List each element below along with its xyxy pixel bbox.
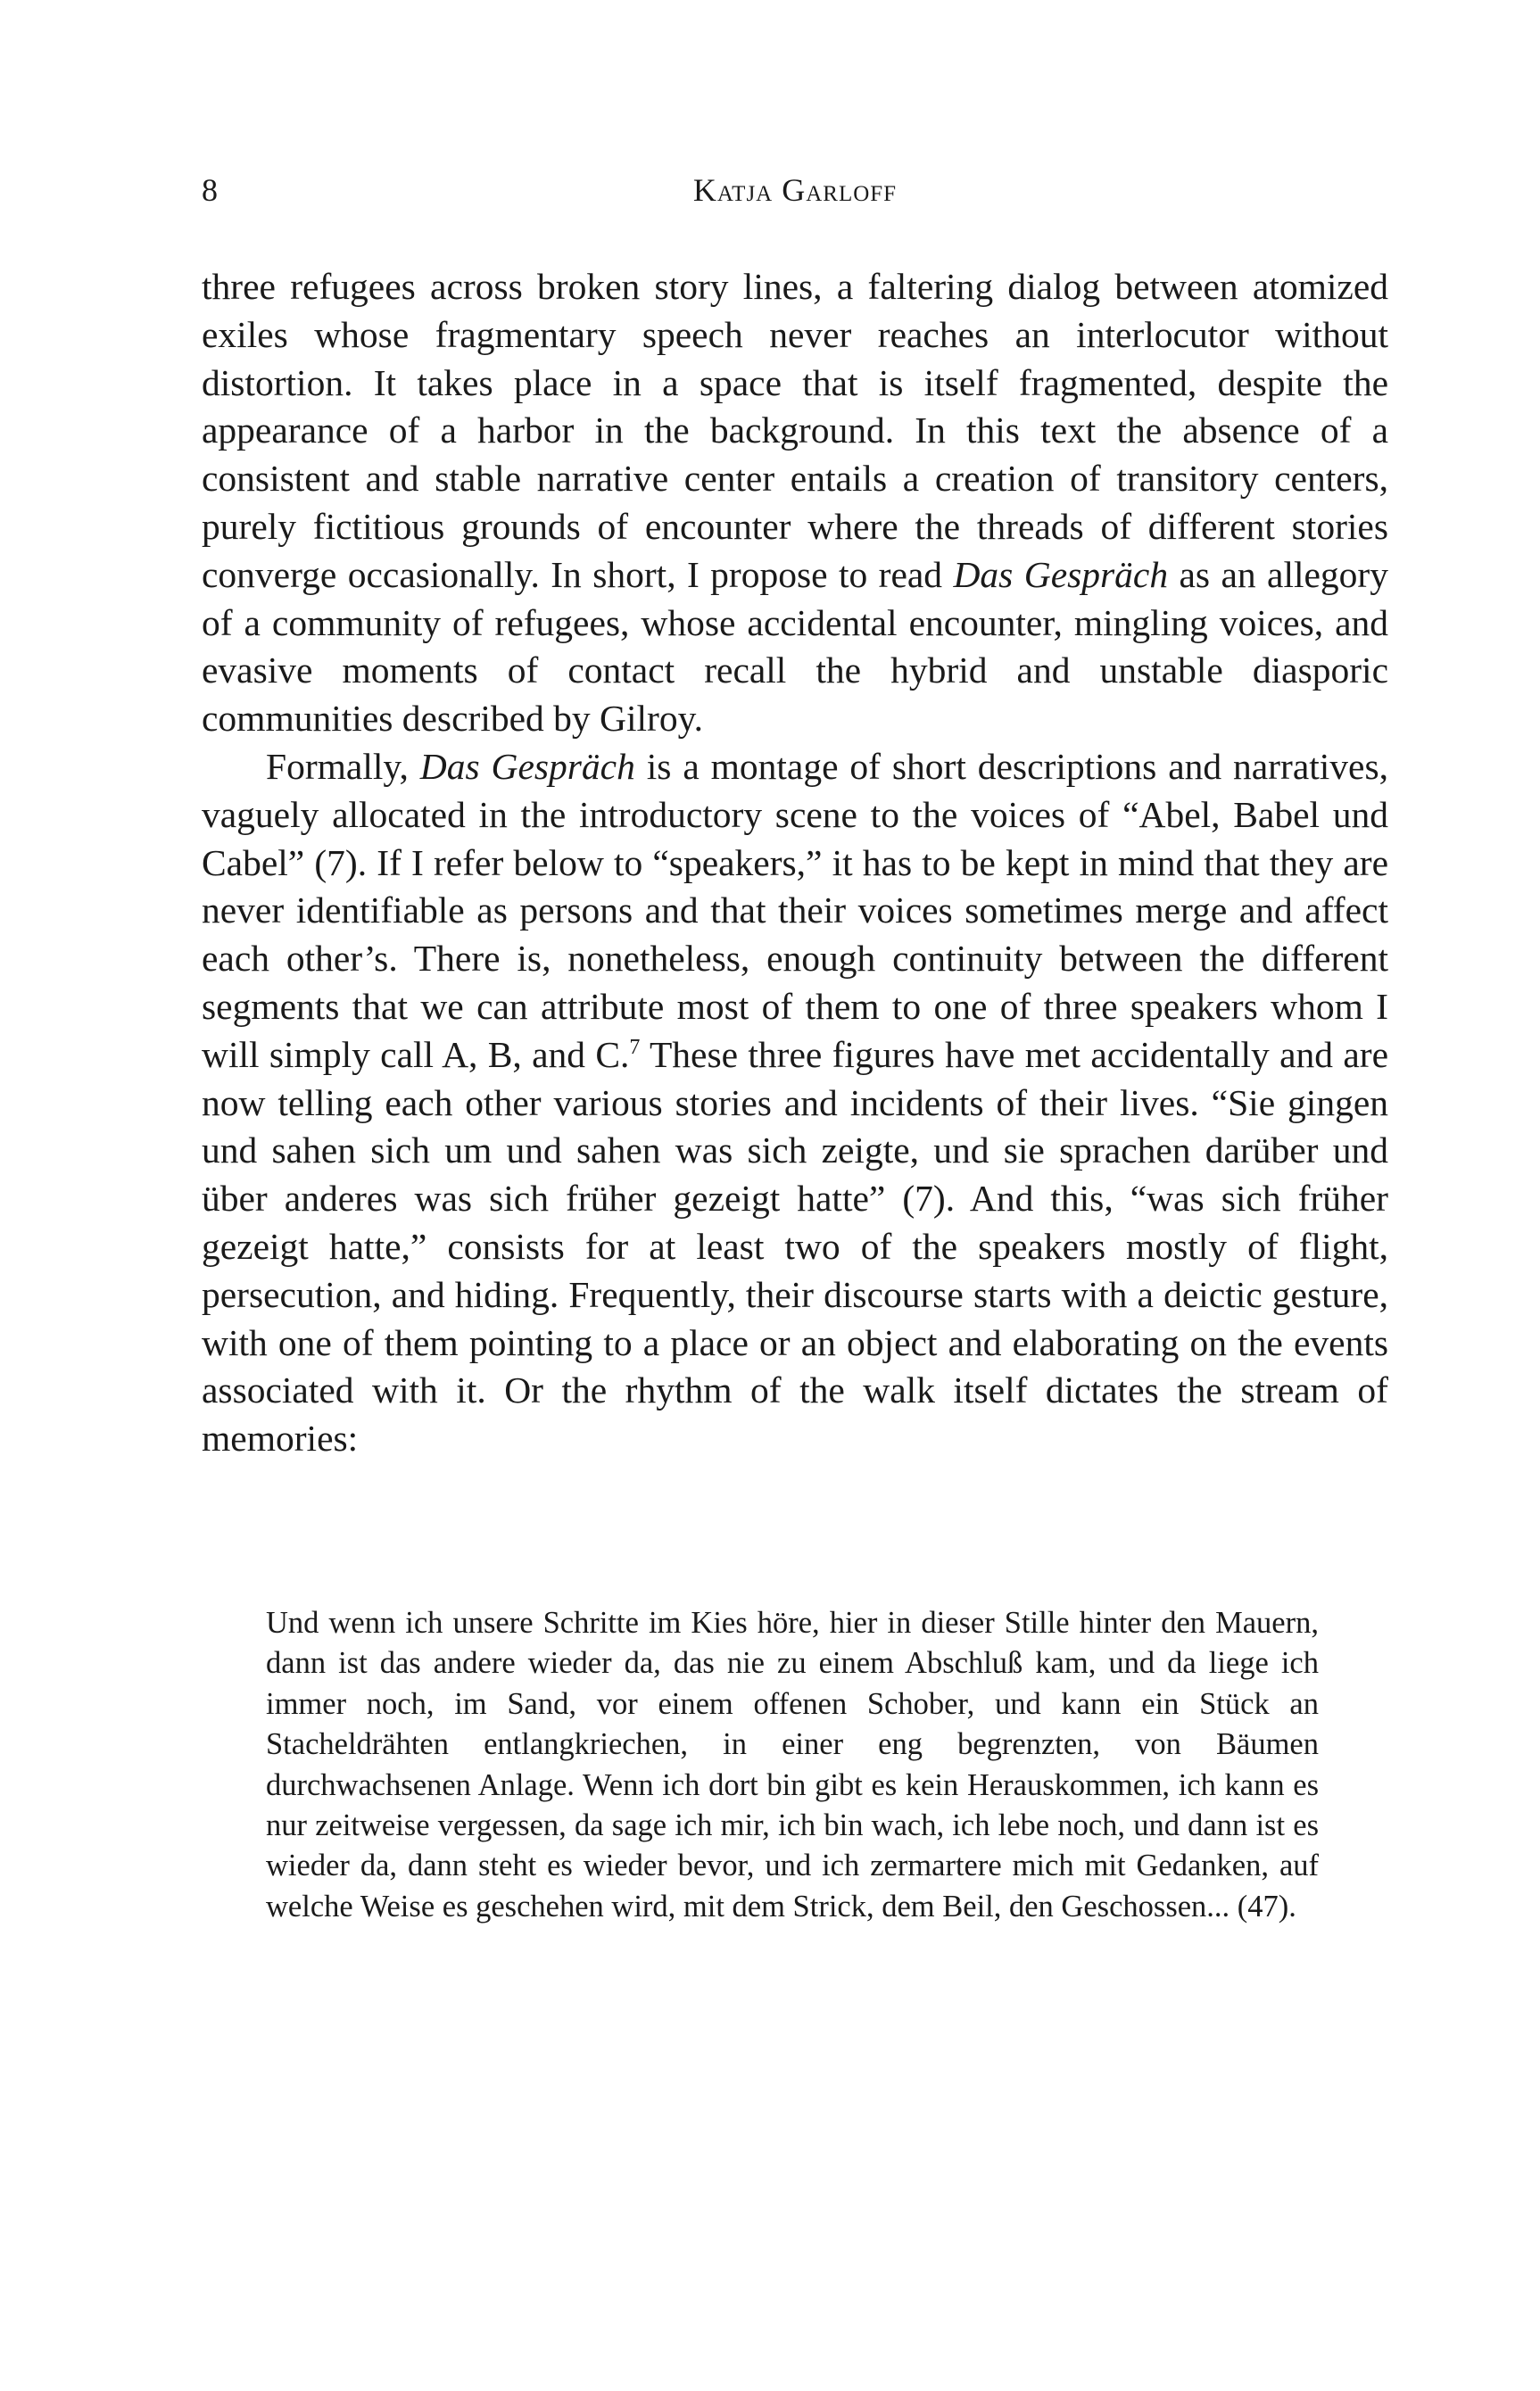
work-title: Das Gespräch [419, 745, 635, 787]
paragraph-text: three refugees across broken story lines, a faltering dialog between atomized exiles whose fragmentary speech never reaches an interlocutor without distortion. It takes place in a space that is itself fragmented, despite the appearance of a harbor in the background. In this text the absence of a consistent and stable narrative center entails a creation of transitory centers, purely fictitious grounds of encounter where the threads of different stories converge occasionally. In short, I propose to read [202, 266, 1388, 595]
running-head-author: Katja Garloff [692, 172, 898, 208]
footnote-reference: 7 [629, 1035, 641, 1059]
page-number: 8 [202, 172, 218, 208]
block-quote [266, 1603, 1319, 1927]
paragraph-text: These three figures have met accidentally and are now telling each other various stories and incidents of their lives. “Sie gingen und sahen sich um und sahen was sich zeigte, und sie sprachen darüber und über anderes was sich früher gezeigt hatte” (7). And this, “was sich früher gezeigt hatte,” consists for at least two of the speakers mostly of flight, persecution, and hiding. Frequently, their discourse starts with a deictic gesture, with one of them pointing to a place or an object and elaborating on the events associated with it. Or the rhythm of the walk itself dictates the stream of memories: [202, 1033, 1388, 1460]
page-header [202, 168, 1388, 212]
block-quote-text: Und wenn ich unsere Schritte im Kies höre, hier in dieser Stille hinter den Mauern, dann ist das andere wieder da, das nie zu einem Abschluß kam, und da liege ich immer noch, im Sand, vor einem offenen Schober, und kann ein Stück an Stacheldrähten entlangkriechen, in einer eng begrenzten, von Bäumen durchwachsenen Anlage. Wenn ich dort bin gibt es kein Herauskommen, ich kann es nur zeitweise vergessen, da sage ich mir, ich bin wach, ich lebe noch, und dann ist es wieder da, dann steht es wieder bevor, und ich zermartere mich mit Gedanken, auf welche Weise es geschehen wird, mit dem Strick, dem Beil, den Geschossen... (47). [266, 1606, 1319, 1924]
paragraph [202, 263, 1388, 743]
paragraph-text: Formally, [266, 745, 420, 787]
running-head [202, 168, 1388, 212]
paragraph [202, 743, 1388, 1463]
paragraph-text: is a montage of short descriptions and narratives, vaguely allocated in the introductory scene to the voices of “Abel, Babel und Cabel” (7). If I refer below to “speakers,” it has to be kept in mind that they are never identifiable as persons and that their voices sometimes merge and affect each other’s. There is, nonetheless, enough continuity between the different segments that we can attribute most of them to one of three speakers whom I will simply call A, B, and C. [202, 745, 1388, 1075]
work-title: Das Gespräch [953, 553, 1169, 595]
paragraph-text: as an allegory of a community of refugees, whose accidental encounter, mingling voices, and evasive moments of contact recall the hybrid and unstable diasporic communities described by Gilroy. [202, 553, 1388, 740]
body-text [202, 263, 1388, 1463]
